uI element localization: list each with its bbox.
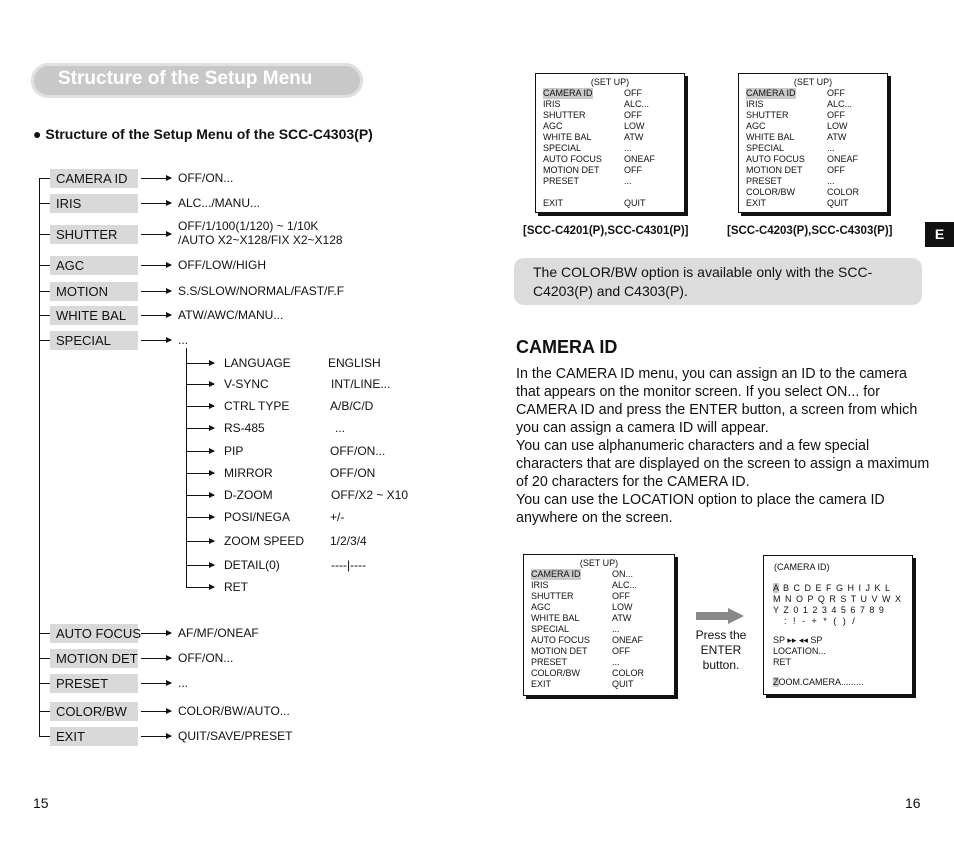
screen-row-value: ... xyxy=(612,657,620,667)
press-enter-text: Press the ENTER button. xyxy=(695,628,747,672)
arrow-icon xyxy=(186,451,214,452)
special-value: ----|---- xyxy=(331,558,367,572)
screen-row-label: PRESET xyxy=(543,176,580,186)
screen-row-label: IRIS xyxy=(543,99,561,109)
zoom-rest: OOM.CAMERA......... xyxy=(778,677,864,687)
zoom-camera-line xyxy=(773,677,864,688)
screen-row-value: COLOR xyxy=(827,187,860,197)
arrow-icon xyxy=(141,736,171,737)
screen-row-label: COLOR/BW xyxy=(746,187,796,197)
screen-row-label: SHUTTER xyxy=(746,110,789,120)
screen-row-label: AUTO FOCUS xyxy=(746,154,805,164)
special-value: OFF/X2 ~ X10 xyxy=(331,488,409,502)
special-value: +/- xyxy=(330,510,345,524)
special-item: PIP xyxy=(224,444,244,458)
arrow-icon xyxy=(186,495,214,496)
setup-screen-c4301 xyxy=(535,73,685,213)
section-heading: CAMERA ID xyxy=(516,337,618,357)
arrow-icon xyxy=(186,428,214,429)
tree-branch xyxy=(39,683,50,684)
page-number-right: 16 xyxy=(905,795,921,811)
screen-row-label: PRESET xyxy=(531,657,568,667)
screen-row-value: ... xyxy=(624,176,632,186)
menu-value: AF/MF/ONEAF xyxy=(178,626,259,640)
tree-branch xyxy=(39,736,50,737)
screen-row-label: SPECIAL xyxy=(543,143,582,153)
screen-row-value: ON... xyxy=(612,569,634,579)
special-item: ZOOM SPEED xyxy=(224,534,305,548)
screen-header: (SET UP) xyxy=(590,77,630,87)
screen-header: (CAMERA ID) xyxy=(774,562,830,572)
menu-item: AGC xyxy=(50,256,138,275)
arrow-icon xyxy=(141,711,171,712)
screen-row-value: ALC... xyxy=(624,99,650,109)
paragraph: You can use alphanumeric characters and a few special characters that are displayed on the screen to assign a maximum of 20 characters for the CAMERA ID. xyxy=(516,438,930,490)
menu-item: COLOR/BW xyxy=(50,702,138,721)
subheading: ● Structure of the Setup Menu of the SCC-C4303(P) xyxy=(33,126,373,142)
special-item: MIRROR xyxy=(224,466,273,480)
caption-c4301: [SCC-C4201(P),SCC-C4301(P)] xyxy=(523,225,689,237)
arrow-icon xyxy=(186,406,214,407)
menu-value: ... xyxy=(178,333,189,347)
special-item: RET xyxy=(224,580,248,594)
char-row-rest: B C D E F G H I J K L xyxy=(779,583,891,593)
screen-row-value: OFF xyxy=(827,165,845,175)
special-value: ... xyxy=(335,421,346,435)
screen-row-value: OFF xyxy=(624,165,642,175)
menu-item: AUTO FOCUS xyxy=(50,624,138,643)
screen-row-value: OFF xyxy=(827,88,845,98)
camera-id-screen xyxy=(763,555,913,695)
screen-row-value: OFF xyxy=(624,88,642,98)
screen-row-label: CAMERA ID xyxy=(531,569,581,579)
tree-branch xyxy=(39,265,50,266)
screen-row-value: QUIT xyxy=(612,679,634,689)
body-text xyxy=(516,365,931,527)
screen-header: (SET UP) xyxy=(579,558,619,568)
menu-item: SPECIAL xyxy=(50,331,138,350)
special-value: INT/LINE... xyxy=(331,377,391,391)
note-text: The COLOR/BW option is available only with the SCC-C4203(P) and C4303(P). xyxy=(533,264,873,299)
screen-row-label: WHITE BAL xyxy=(543,132,592,142)
tree-trunk xyxy=(39,178,40,736)
screen-row-value: OFF xyxy=(624,110,642,120)
screen-row-value: LOW xyxy=(827,121,848,131)
screen-row-value: QUIT xyxy=(624,198,646,208)
page-title: Structure of the Setup Menu xyxy=(58,68,313,89)
screen-row-value: COLOR xyxy=(612,668,645,678)
screen-row-value: LOW xyxy=(612,602,633,612)
menu-value: OFF/ON... xyxy=(178,651,234,665)
menu-item: MOTION DET xyxy=(50,649,138,668)
tree-branch xyxy=(39,291,50,292)
menu-item: MOTION xyxy=(50,282,138,301)
menu-value: COLOR/BW/AUTO... xyxy=(178,704,290,718)
arrow-icon xyxy=(186,587,214,588)
screen-row-value: ... xyxy=(612,624,620,634)
location-option: LOCATION... xyxy=(773,646,826,656)
screen-row-label: SHUTTER xyxy=(543,110,586,120)
screen-row-label: MOTION DET xyxy=(531,646,588,656)
special-value: ENGLISH xyxy=(328,356,381,370)
arrow-icon xyxy=(141,291,171,292)
char-row: : ! - + * ( ) / xyxy=(784,616,856,626)
arrow-icon xyxy=(186,363,214,364)
screen-row-label: PRESET xyxy=(746,176,783,186)
cursor-highlight: A xyxy=(773,583,780,593)
arrow-icon xyxy=(141,633,171,634)
menu-value: QUIT/SAVE/PRESET xyxy=(178,729,293,743)
menu-value: ... xyxy=(178,676,189,690)
special-value: A/B/C/D xyxy=(330,399,374,413)
screen-row-value: ONEAF xyxy=(827,154,859,164)
paragraph: You can use the LOCATION option to place the camera ID anywhere on the screen. xyxy=(516,492,885,526)
screen-row-label: IRIS xyxy=(746,99,764,109)
special-item: D-ZOOM xyxy=(224,488,273,502)
arrow-icon xyxy=(141,683,171,684)
special-item: V-SYNC xyxy=(224,377,269,391)
screen-row-value: ATW xyxy=(827,132,847,142)
screen-row-label: EXIT xyxy=(746,198,767,208)
subheading-text: Structure of the Setup Menu of the SCC-C4303(P) xyxy=(45,126,373,142)
screen-row-value: ... xyxy=(827,143,835,153)
screen-row-label: AUTO FOCUS xyxy=(543,154,602,164)
screen-row-value: ONEAF xyxy=(612,635,644,645)
menu-value: OFF/1/100(1/120) ~ 1/10K xyxy=(178,219,319,233)
special-item: LANGUAGE xyxy=(224,356,291,370)
arrow-icon xyxy=(141,315,171,316)
screen-row-label: CAMERA ID xyxy=(746,88,796,98)
screen-row-value: OFF xyxy=(612,646,630,656)
screen-row-label: CAMERA ID xyxy=(543,88,593,98)
special-item: CTRL TYPE xyxy=(224,399,290,413)
screen-row-label: AGC xyxy=(746,121,766,131)
screen-row-label: MOTION DET xyxy=(543,165,600,175)
screen-row-value: QUIT xyxy=(827,198,849,208)
screen-row-label: SPECIAL xyxy=(531,624,570,634)
menu-item: IRIS xyxy=(50,194,138,213)
menu-value: OFF/LOW/HIGH xyxy=(178,258,266,272)
screen-row-label: COLOR/BW xyxy=(531,668,581,678)
screen-row-label: AGC xyxy=(531,602,551,612)
screen-row-value: ATW xyxy=(612,613,632,623)
menu-item: CAMERA ID xyxy=(50,169,138,188)
menu-item: SHUTTER xyxy=(50,225,138,244)
right-arrow-icon xyxy=(696,608,746,624)
screen-row-value: ... xyxy=(827,176,835,186)
arrow-icon xyxy=(186,384,214,385)
screen-row-label: IRIS xyxy=(531,580,549,590)
screen-row-value: OFF xyxy=(827,110,845,120)
special-item: DETAIL(0) xyxy=(224,558,280,572)
screen-row-value: ALC... xyxy=(612,580,638,590)
tree-branch xyxy=(39,203,50,204)
paragraph: In the CAMERA ID menu, you can assign an ID to the camera that appears on the monitor screen. If you select ON... for CAMERA ID and press the ENTER button, a screen from which you can assign a camera ID will appear. xyxy=(516,366,918,436)
arrow-icon xyxy=(141,265,171,266)
arrow-icon xyxy=(141,178,171,179)
special-value: 1/2/3/4 xyxy=(330,534,367,548)
arrow-icon xyxy=(141,234,171,235)
screen-row-label: WHITE BAL xyxy=(746,132,795,142)
screen-header: (SET UP) xyxy=(793,77,833,87)
nav-row: SP ▸▸ ◂◂ SP xyxy=(773,635,823,645)
char-row xyxy=(773,583,891,594)
setup-screen-c4303 xyxy=(738,73,888,213)
caption-c4303: [SCC-C4203(P),SCC-C4303(P)] xyxy=(727,225,893,237)
tree-branch xyxy=(39,178,50,179)
tree-branch xyxy=(39,340,50,341)
screen-row-label: MOTION DET xyxy=(746,165,803,175)
screen-row-value: LOW xyxy=(624,121,645,131)
menu-value: OFF/ON... xyxy=(178,171,234,185)
setup-screen-camera-id-on xyxy=(523,554,675,696)
menu-value: ATW/AWC/MANU... xyxy=(178,308,284,322)
menu-value: S.S/SLOW/NORMAL/FAST/F.F xyxy=(178,284,345,298)
arrow-icon xyxy=(141,340,171,341)
char-row: M N O P Q R S T U V W X xyxy=(773,594,902,604)
screen-row-value: ONEAF xyxy=(624,154,656,164)
tree-branch xyxy=(39,633,50,634)
menu-item: PRESET xyxy=(50,674,138,693)
tree-branch xyxy=(39,711,50,712)
arrow-icon xyxy=(186,565,214,566)
arrow-icon xyxy=(186,541,214,542)
special-value: OFF/ON xyxy=(330,466,376,480)
special-item: RS-485 xyxy=(224,421,265,435)
screen-row-label: SPECIAL xyxy=(746,143,785,153)
screen-row-value: ... xyxy=(624,143,632,153)
menu-item: EXIT xyxy=(50,727,138,746)
menu-value-line2: /AUTO X2~X128/FIX X2~X128 xyxy=(178,233,343,247)
ret-option: RET xyxy=(773,657,791,667)
menu-item: WHITE BAL xyxy=(50,306,138,325)
arrow-icon xyxy=(186,473,214,474)
screen-row-label: SHUTTER xyxy=(531,591,574,601)
tree-branch xyxy=(39,658,50,659)
menu-value: ALC.../MANU... xyxy=(178,196,261,210)
screen-row-value: ATW xyxy=(624,132,644,142)
arrow-icon xyxy=(141,658,171,659)
screen-row-label: EXIT xyxy=(531,679,552,689)
tree-branch xyxy=(39,234,50,235)
page-number-left: 15 xyxy=(33,795,49,811)
cursor-highlight: Z xyxy=(773,677,779,687)
char-row: Y Z 0 1 2 3 4 5 6 7 8 9 xyxy=(773,605,885,615)
special-trunk xyxy=(186,348,187,588)
screen-row-label: WHITE BAL xyxy=(531,613,580,623)
language-tab: E xyxy=(925,222,954,247)
arrow-icon xyxy=(141,203,171,204)
arrow-icon xyxy=(186,517,214,518)
screen-row-label: EXIT xyxy=(543,198,564,208)
screen-row-value: ALC... xyxy=(827,99,853,109)
special-item: POSI/NEGA xyxy=(224,510,291,524)
screen-row-value: OFF xyxy=(612,591,630,601)
special-value: OFF/ON... xyxy=(330,444,386,458)
screen-row-label: AUTO FOCUS xyxy=(531,635,590,645)
screen-row-label: AGC xyxy=(543,121,563,131)
tree-branch xyxy=(39,315,50,316)
